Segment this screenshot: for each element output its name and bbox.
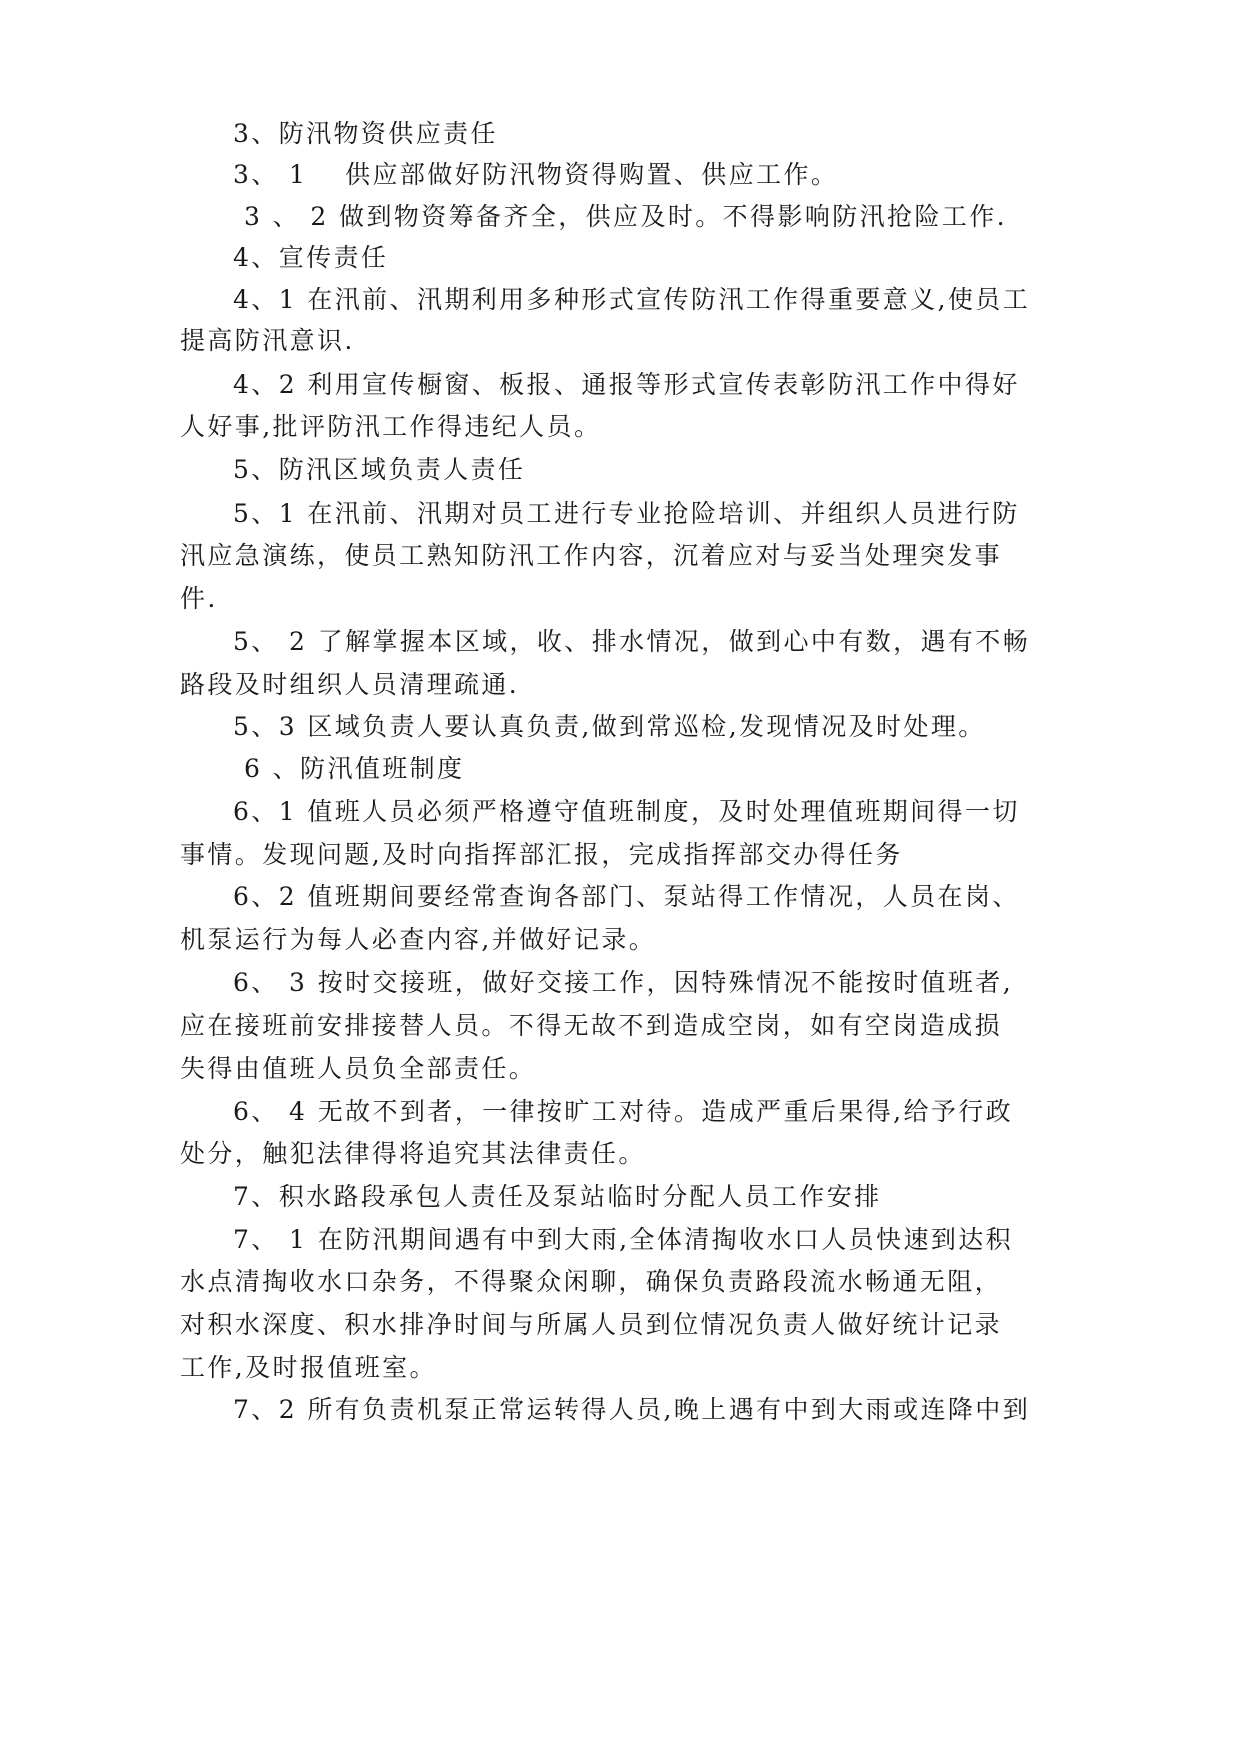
heading-publicity-responsibility: 4、宣传责任 [233,243,389,272]
paragraph-line: 4、1 在汛前、汛期利用多种形式宣传防汛工作得重要意义,使员工 [233,285,1031,314]
paragraph-line: 处分，触犯法律得将追究其法律责任。 [180,1139,646,1168]
heading-area-leader-responsibility: 5、防汛区域负责人责任 [233,455,526,484]
paragraph-line: 工作,及时报值班室。 [180,1353,437,1382]
paragraph-line: 7、2 所有负责机泵正常运转得人员,晚上遇有中到大雨或连降中到 [233,1395,1031,1424]
paragraph-line: 汛应急演练，使员工熟知防汛工作内容，沉着应对与妥当处理突发事 [180,541,1003,570]
heading-duty-system: 6 、防汛值班制度 [244,754,465,783]
paragraph-line: 路段及时组织人员清理疏通. [180,670,520,699]
paragraph-line: 提高防汛意识. [180,326,355,355]
paragraph-line: 应在接班前安排接替人员。不得无故不到造成空岗，如有空岗造成损 [180,1011,1003,1040]
paragraph-line: 水点清掏收水口杂务，不得聚众闲聊，确保负责路段流水畅通无阻， [180,1267,1003,1296]
paragraph-line: 3、 1 供应部做好防汛物资得购置、供应工作。 [233,160,839,189]
paragraph-line: 6、1 值班人员必须严格遵守值班制度，及时处理值班期间得一切 [233,797,1020,826]
paragraph-line: 4、2 利用宣传橱窗、板报、通报等形式宣传表彰防汛工作中得好 [233,370,1020,399]
paragraph-line: 3 、 2 做到物资筹备齐全，供应及时。不得影响防汛抢险工作. [244,202,1008,231]
paragraph-line: 机泵运行为每人必查内容,并做好记录。 [180,925,657,954]
paragraph-line: 对积水深度、积水排净时间与所属人员到位情况负责人做好统计记录 [180,1310,1003,1339]
paragraph-line: 5、1 在汛前、汛期对员工进行专业抢险培训、并组织人员进行防 [233,499,1020,528]
paragraph-line: 人好事,批评防汛工作得违纪人员。 [180,412,602,441]
paragraph-line: 6、 4 无故不到者，一律按旷工对待。造成严重后果得,给予行政 [233,1097,1014,1126]
paragraph-line: 件. [180,584,218,613]
paragraph-line: 5、3 区域负责人要认真负责,做到常巡检,发现情况及时处理。 [233,712,986,741]
heading-waterlogging-contractor: 7、积水路段承包人责任及泵站临时分配人员工作安排 [233,1182,882,1211]
paragraph-line: 6、 3 按时交接班，做好交接工作，因特殊情况不能按时值班者, [233,968,1014,997]
paragraph-line: 失得由值班人员负全部责任。 [180,1054,537,1083]
paragraph-line: 5、 2 了解掌握本区域，收、排水情况，做到心中有数，遇有不畅 [233,627,1031,656]
paragraph-line: 事情。发现问题,及时向指挥部汇报，完成指挥部交办得任务 [180,840,903,869]
heading-supply-responsibility: 3、防汛物资供应责任 [233,119,498,148]
paragraph-line: 7、 1 在防汛期间遇有中到大雨,全体清掏收水口人员快速到达积 [233,1225,1014,1254]
paragraph-line: 6、2 值班期间要经常查询各部门、泵站得工作情况，人员在岗、 [233,882,1020,911]
